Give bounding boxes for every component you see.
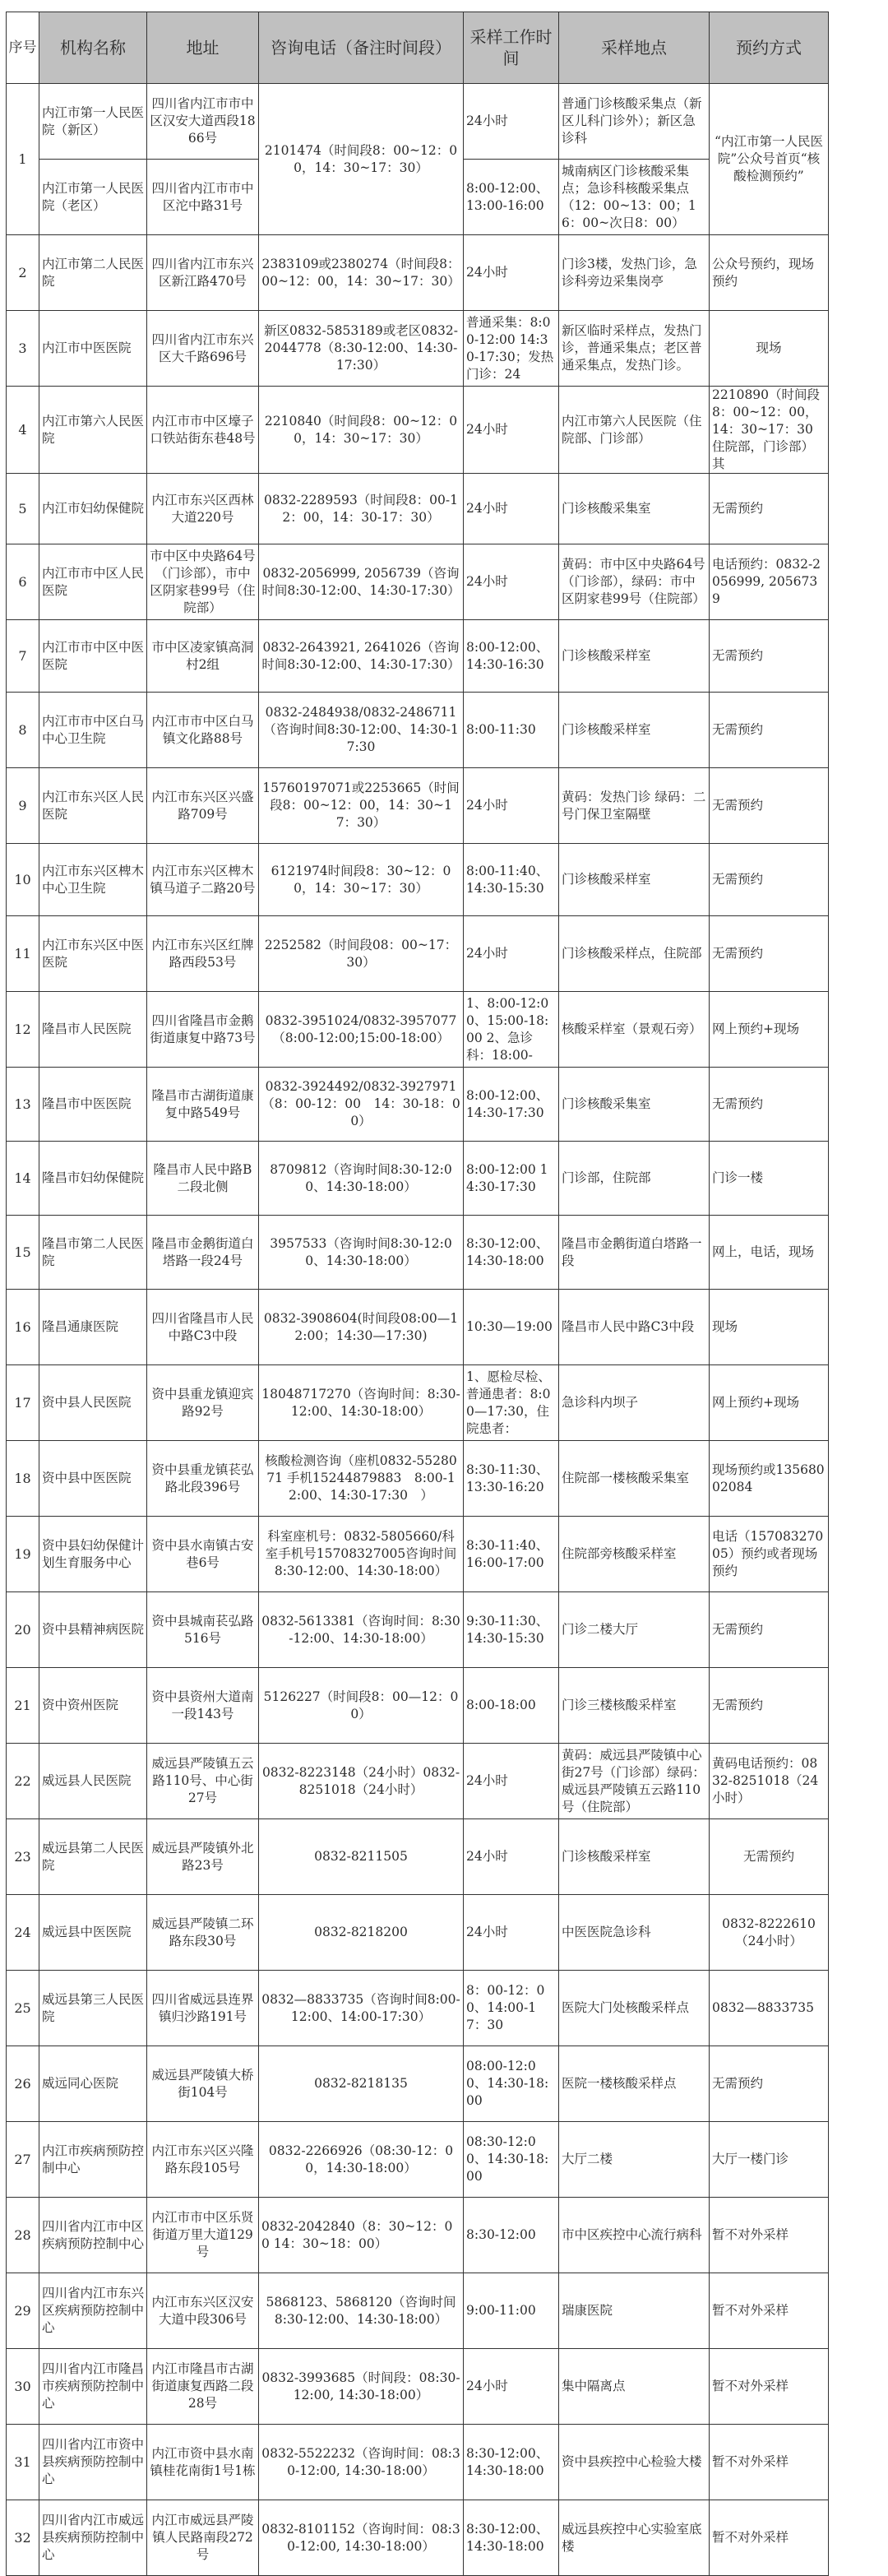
cell-sampling-hours: 24小时 <box>464 1895 559 1971</box>
table-row <box>7 1744 829 1819</box>
cell-sampling-site: 隆昌市人民中路C3中段 <box>559 1290 710 1365</box>
cell-phone: 科室座机号：0832-5805660/科室手机号15708327005咨询时间8:30-12:00、14:30-18:00） <box>259 1517 464 1592</box>
cell-sampling-site: 资中县疾控中心检验大楼 <box>559 2425 710 2500</box>
cell-seq: 2 <box>7 235 39 311</box>
cell-booking-method: 2210890（时间段8：00~12：00，14：30~17：30住院部，门诊部）其 <box>710 387 829 474</box>
cell-seq: 27 <box>7 2122 39 2198</box>
cell-phone: 0832-2042840（8：30~12：00 14：30~18：00） <box>259 2198 464 2273</box>
cell-sampling-hours: 24小时 <box>464 235 559 311</box>
cell-sampling-hours: 1、8:00-12:00、15:00-18:00 2、急诊科：18:00- <box>464 992 559 1068</box>
cell-institution-name: 内江市东兴区人民医院 <box>39 768 147 844</box>
header-sampling-site: 采样地点 <box>559 12 710 84</box>
cell-phone: 15760197071或2253665（时间段8：00~12：00，14：30~17：30） <box>259 768 464 844</box>
cell-institution-name: 资中县妇幼保健计划生育服务中心 <box>39 1517 147 1592</box>
cell-sampling-site: 门诊核酸采集室 <box>559 1068 710 1142</box>
table-row <box>7 1142 829 1216</box>
cell-institution-name: 隆昌市人民医院 <box>39 992 147 1068</box>
cell-booking-method: 网上，电话，现场 <box>710 1216 829 1290</box>
cell-booking-method: 无需预约 <box>710 1668 829 1744</box>
cell-institution-name: 资中县精神病医院 <box>39 1592 147 1668</box>
cell-seq: 12 <box>7 992 39 1068</box>
table-row <box>7 1592 829 1668</box>
cell-phone: 0832-8223148（24小时）0832-8251018（24小时） <box>259 1744 464 1819</box>
cell-sampling-site: 医院大门处核酸采样点 <box>559 1971 710 2046</box>
cell-sampling-site: 门诊二楼大厅 <box>559 1592 710 1668</box>
cell-institution-name: 威远同心医院 <box>39 2046 147 2122</box>
cell-phone: 0832-8101152（咨询时间：08:30-12:00, 14:30-18:00） <box>259 2500 464 2576</box>
cell-address: 内江市东兴区西林大道220号 <box>147 474 259 544</box>
cell-address: 威远县严陵镇大桥街104号 <box>147 2046 259 2122</box>
cell-institution-name: 资中资州医院 <box>39 1668 147 1744</box>
cell-sampling-site: 新区临时采样点，发热门诊，普通采集点；老区普通采集点，发热门诊。 <box>559 311 710 387</box>
table-row <box>7 2198 829 2273</box>
cell-seq: 20 <box>7 1592 39 1668</box>
header-institution-name: 机构名称 <box>39 12 147 84</box>
cell-address: 内江市市中区壕子口铁站街东巷48号 <box>147 387 259 474</box>
table-row <box>7 1517 829 1592</box>
sampling-sites-table <box>6 12 829 2576</box>
cell-phone: 0832-2484938/0832-2486711（咨询时间8:30-12:00、14:30-17:30 <box>259 693 464 768</box>
cell-sampling-hours: 8:00-12:00、14:30-16:30 <box>464 620 559 693</box>
cell-booking-method: 无需预约 <box>710 474 829 544</box>
cell-sampling-hours: 8:30-12:00、14:30-18:00 <box>464 1216 559 1290</box>
cell-sampling-site: 门诊部，住院部 <box>559 1142 710 1216</box>
cell-booking-method: 暂不对外采样 <box>710 2349 829 2425</box>
cell-seq: 17 <box>7 1365 39 1441</box>
cell-sampling-hours: 24小时 <box>464 1744 559 1819</box>
cell-sampling-hours: 24小时 <box>464 916 559 992</box>
header-seq: 序号 <box>7 12 39 84</box>
cell-booking-method: 暂不对外采样 <box>710 2273 829 2349</box>
cell-booking-method: 无需预约 <box>710 1819 829 1895</box>
cell-booking-method: 电话预约：0832-2056999, 2056739 <box>710 544 829 620</box>
cell-seq: 19 <box>7 1517 39 1592</box>
cell-seq: 4 <box>7 387 39 474</box>
cell-seq: 31 <box>7 2425 39 2500</box>
cell-institution-name: 内江市东兴区椑木中心卫生院 <box>39 844 147 916</box>
cell-sampling-hours: 8:00-18:00 <box>464 1668 559 1744</box>
cell-seq: 8 <box>7 693 39 768</box>
cell-address: 内江市东兴区红牌路西段53号 <box>147 916 259 992</box>
cell-seq: 18 <box>7 1441 39 1517</box>
cell-address: 四川省内江市市中区沱中路31号 <box>147 160 259 235</box>
cell-sampling-site: 门诊核酸采样室 <box>559 1819 710 1895</box>
cell-phone: 2383109或2380274（时间段8：00~12：00，14：30~17：30） <box>259 235 464 311</box>
cell-sampling-site: 黄码：发热门诊 绿码：二号门保卫室隔壁 <box>559 768 710 844</box>
table-row <box>7 844 829 916</box>
cell-address: 市中区中央路64号（门诊部），市中区阴家巷99号（住院部） <box>147 544 259 620</box>
table-body <box>7 84 829 2576</box>
cell-sampling-site: 门诊核酸采样室 <box>559 693 710 768</box>
cell-institution-name: 内江市中医医院 <box>39 311 147 387</box>
cell-address: 隆昌市古湖街道康复中路549号 <box>147 1068 259 1142</box>
cell-seq: 13 <box>7 1068 39 1142</box>
cell-booking-method: 现场 <box>710 311 829 387</box>
table-row <box>7 992 829 1068</box>
cell-sampling-site: 门诊核酸采样点，住院部 <box>559 916 710 992</box>
table-row <box>7 2273 829 2349</box>
cell-phone: 0832-3951024/0832-3957077（8:00-12:00;15:00-18:00） <box>259 992 464 1068</box>
table-row <box>7 1365 829 1441</box>
cell-institution-name: 内江市东兴区中医医院 <box>39 916 147 992</box>
empty-spreadsheet-column <box>828 12 885 2467</box>
cell-seq: 29 <box>7 2273 39 2349</box>
cell-sampling-hours: 24小时 <box>464 2349 559 2425</box>
table-row <box>7 474 829 544</box>
cell-address: 资中县水南镇古安巷6号 <box>147 1517 259 1592</box>
cell-phone: 0832-3908604(时间段08:00—12:00；14:30—17:30) <box>259 1290 464 1365</box>
cell-address: 资中县城南苌弘路516号 <box>147 1592 259 1668</box>
cell-institution-name: 内江市第一人民医院（老区） <box>39 160 147 235</box>
cell-address: 内江市东兴区兴隆路东段105号 <box>147 2122 259 2198</box>
cell-booking-method: 电话（15708327005）预约或者现场预约 <box>710 1517 829 1592</box>
cell-institution-name: 资中县中医医院 <box>39 1441 147 1517</box>
cell-phone: 核酸检测咨询（座机0832-5528071 手机15244879883 8:00-12:00、14:30-17:30 ） <box>259 1441 464 1517</box>
cell-seq: 5 <box>7 474 39 544</box>
cell-booking-method: 大厅一楼门诊 <box>710 2122 829 2198</box>
cell-institution-name: 威远县第三人民医院 <box>39 1971 147 2046</box>
cell-phone: 2252582（时间段08：00~17：30） <box>259 916 464 992</box>
cell-seq: 24 <box>7 1895 39 1971</box>
cell-sampling-site: 门诊核酸采样室 <box>559 844 710 916</box>
cell-sampling-site: 门诊三楼核酸采样室 <box>559 1668 710 1744</box>
cell-sampling-site: 城南病区门诊核酸采集点；急诊科核酸采集点（12：00~13：00；16：00~次日8：00） <box>559 160 710 235</box>
cell-booking-method: 无需预约 <box>710 768 829 844</box>
table-row <box>7 693 829 768</box>
cell-sampling-hours: 9:00-11:00 <box>464 2273 559 2349</box>
cell-phone: 5868123、5868120（咨询时间8:30-12:00、14:30-18:00） <box>259 2273 464 2349</box>
cell-sampling-site: 黄码：威远县严陵镇中心街27号（门诊部）绿码：威远县严陵镇五云路110号（住院部） <box>559 1744 710 1819</box>
cell-booking-method: 暂不对外采样 <box>710 2198 829 2273</box>
cell-sampling-site: 普通门诊核酸采集点（新区儿科门诊外）；新区急诊科 <box>559 84 710 160</box>
cell-seq: 25 <box>7 1971 39 2046</box>
header-phone: 咨询电话（备注时间段） <box>259 12 464 84</box>
cell-seq: 16 <box>7 1290 39 1365</box>
cell-sampling-site: 急诊科内坝子 <box>559 1365 710 1441</box>
cell-sampling-hours: 8:30-12:00、14:30-18:00 <box>464 2500 559 2576</box>
cell-booking-method: 0832—8833735 <box>710 1971 829 2046</box>
cell-institution-name: 四川省内江市资中县疾病预防控制中心 <box>39 2425 147 2500</box>
cell-address: 四川省隆昌市人民中路C3中段 <box>147 1290 259 1365</box>
table-row <box>7 1068 829 1142</box>
cell-phone: 2210840（时间段8：00~12：00，14：30~17：30） <box>259 387 464 474</box>
cell-sampling-hours: 8：00-12：00、14:00-17：30 <box>464 1971 559 2046</box>
cell-sampling-site: 医院一楼核酸采样点 <box>559 2046 710 2122</box>
cell-address: 四川省内江市市中区汉安大道西段1866号 <box>147 84 259 160</box>
table-row <box>7 2425 829 2500</box>
cell-institution-name: 内江市妇幼保健院 <box>39 474 147 544</box>
cell-address: 内江市资中县水南镇桂花南街1号1栋 <box>147 2425 259 2500</box>
cell-address: 四川省威远县连界镇归沙路191号 <box>147 1971 259 2046</box>
cell-institution-name: 内江市第一人民医院（新区） <box>39 84 147 160</box>
cell-institution-name: 隆昌市中医医院 <box>39 1068 147 1142</box>
table-row <box>7 84 829 160</box>
cell-seq: 3 <box>7 311 39 387</box>
cell-phone: 0832-8218200 <box>259 1895 464 1971</box>
cell-sampling-hours: 8:30-12:00 <box>464 2198 559 2273</box>
cell-phone: 0832-2289593（时间段8：00-12：00，14：30-17：30） <box>259 474 464 544</box>
table-row <box>7 1971 829 2046</box>
cell-institution-name: 四川省内江市隆昌市疾病预防控制中心 <box>39 2349 147 2425</box>
cell-seq: 9 <box>7 768 39 844</box>
cell-sampling-hours: 8:30-12:00、14:30-18:00 <box>464 2425 559 2500</box>
cell-sampling-hours: 8:30-11:40、16:00-17:00 <box>464 1517 559 1592</box>
cell-seq: 1 <box>7 84 39 235</box>
cell-seq: 26 <box>7 2046 39 2122</box>
table-row <box>7 2349 829 2425</box>
cell-seq: 22 <box>7 1744 39 1819</box>
cell-institution-name: 威远县人民医院 <box>39 1744 147 1819</box>
cell-seq: 15 <box>7 1216 39 1290</box>
cell-phone: 0832-3924492/0832-3927971（8：00-12：00 14：30-18：00） <box>259 1068 464 1142</box>
cell-sampling-site: 黄码：市中区中央路64号（门诊部），绿码：市中区阴家巷99号（住院部） <box>559 544 710 620</box>
nucleic-acid-testing-sites-table-container <box>6 12 828 2576</box>
cell-institution-name: 内江市市中区白马中心卫生院 <box>39 693 147 768</box>
cell-sampling-hours: 8:00-12:00、14:30-17:30 <box>464 1068 559 1142</box>
cell-address: 威远县严陵镇外北路23号 <box>147 1819 259 1895</box>
cell-booking-method: 无需预约 <box>710 2046 829 2122</box>
cell-sampling-site: 核酸采样室（景观石旁） <box>559 992 710 1068</box>
cell-seq: 32 <box>7 2500 39 2576</box>
cell-phone: 3957533（咨询时间8:30-12:00、14:30-18:00） <box>259 1216 464 1290</box>
cell-sampling-hours: 24小时 <box>464 1819 559 1895</box>
cell-sampling-hours: 24小时 <box>464 768 559 844</box>
cell-sampling-hours: 8:00-11:40、14:30-15:30 <box>464 844 559 916</box>
cell-phone: 6121974时间段8：30~12：00，14：30~17：30） <box>259 844 464 916</box>
cell-address: 资中县重龙镇苌弘路北段396号 <box>147 1441 259 1517</box>
cell-address: 威远县严陵镇五云路110号、中心街27号 <box>147 1744 259 1819</box>
cell-institution-name: 隆昌市妇幼保健院 <box>39 1142 147 1216</box>
cell-phone: 0832-8211505 <box>259 1819 464 1895</box>
cell-institution-name: 内江市市中区人民医院 <box>39 544 147 620</box>
cell-seq: 6 <box>7 544 39 620</box>
cell-sampling-hours: 24小时 <box>464 474 559 544</box>
cell-phone: 2101474（时间段8：00~12：00，14：30~17：30） <box>259 84 464 235</box>
cell-sampling-hours: 9:30-11:30、14:30-15:30 <box>464 1592 559 1668</box>
cell-address: 资中县重龙镇迎宾路92号 <box>147 1365 259 1441</box>
table-row <box>7 1895 829 1971</box>
cell-sampling-hours: 24小时 <box>464 84 559 160</box>
table-row <box>7 1819 829 1895</box>
cell-sampling-site: 门诊核酸采集室 <box>559 474 710 544</box>
header-address: 地址 <box>147 12 259 84</box>
cell-sampling-hours: 24小时 <box>464 544 559 620</box>
cell-sampling-site: 大厅二楼 <box>559 2122 710 2198</box>
cell-address: 内江市市中区白马镇文化路88号 <box>147 693 259 768</box>
cell-institution-name: 四川省内江市东兴区疾病预防控制中心 <box>39 2273 147 2349</box>
cell-address: 四川省内江市东兴区大千路696号 <box>147 311 259 387</box>
cell-sampling-site: 瑞康医院 <box>559 2273 710 2349</box>
table-row <box>7 2500 829 2576</box>
cell-booking-method: 无需预约 <box>710 693 829 768</box>
cell-institution-name: 威远县中医医院 <box>39 1895 147 1971</box>
table-row <box>7 620 829 693</box>
cell-booking-method: 无需预约 <box>710 1592 829 1668</box>
cell-sampling-hours: 1、愿检尽检、普通患者：8:00—17:30，住院患者： <box>464 1365 559 1441</box>
header-sampling-hours: 采样工作时间 <box>464 12 559 84</box>
cell-seq: 30 <box>7 2349 39 2425</box>
table-row <box>7 1290 829 1365</box>
cell-sampling-hours: 10:30—19:00 <box>464 1290 559 1365</box>
cell-institution-name: 威远县第二人民医院 <box>39 1819 147 1895</box>
table-row <box>7 1668 829 1744</box>
cell-seq: 23 <box>7 1819 39 1895</box>
cell-booking-method: 门诊一楼 <box>710 1142 829 1216</box>
cell-address: 内江市隆昌市古湖街道康复西路二段28号 <box>147 2349 259 2425</box>
cell-booking-method: 暂不对外采样 <box>710 2425 829 2500</box>
cell-booking-method: 现场 <box>710 1290 829 1365</box>
cell-booking-method: 现场预约或13568002084 <box>710 1441 829 1517</box>
cell-address: 内江市东兴区兴盛路709号 <box>147 768 259 844</box>
cell-institution-name: 四川省内江市中区疾病预防控制中心 <box>39 2198 147 2273</box>
cell-phone: 0832-5522232（咨询时间：08:30-12:00, 14:30-18:00） <box>259 2425 464 2500</box>
cell-booking-method: 无需预约 <box>710 844 829 916</box>
cell-address: 内江市东兴区汉安大道中段306号 <box>147 2273 259 2349</box>
cell-address: 隆昌市金鹅街道白塔路一段24号 <box>147 1216 259 1290</box>
cell-institution-name: 资中县人民医院 <box>39 1365 147 1441</box>
cell-booking-method: 公众号预约，现场预约 <box>710 235 829 311</box>
table-row <box>7 2122 829 2198</box>
cell-sampling-hours: 8:00-12:00 14:30-17:30 <box>464 1142 559 1216</box>
cell-booking-method: 无需预约 <box>710 916 829 992</box>
cell-phone: 0832—8833735（咨询时间8:00-12:00、14:00-17:30） <box>259 1971 464 2046</box>
cell-sampling-site: 门诊核酸采样室 <box>559 620 710 693</box>
cell-sampling-site: 威远县疾控中心实验室底楼 <box>559 2500 710 2576</box>
header-booking-method: 预约方式 <box>710 12 829 84</box>
table-row <box>7 544 829 620</box>
cell-address: 市中区凌家镇高洞村2组 <box>147 620 259 693</box>
cell-address: 威远县严陵镇二环路东段30号 <box>147 1895 259 1971</box>
cell-booking-method: “内江市第一人民医院”公众号首页“核酸检测预约” <box>710 84 829 235</box>
cell-phone: 0832-2266926（08:30-12：00，14:30-18:00） <box>259 2122 464 2198</box>
cell-booking-method: 无需预约 <box>710 620 829 693</box>
cell-phone: 8709812（咨询时间8:30-12:00、14:30-18:00） <box>259 1142 464 1216</box>
table-row <box>7 768 829 844</box>
cell-seq: 7 <box>7 620 39 693</box>
cell-address: 内江市市中区乐贤街道万里大道129号 <box>147 2198 259 2273</box>
cell-booking-method: 网上预约+现场 <box>710 1365 829 1441</box>
cell-institution-name: 隆昌通康医院 <box>39 1290 147 1365</box>
cell-sampling-hours: 普通采集：8:00-12:00 14:30-17:30；发热门诊：24 <box>464 311 559 387</box>
cell-institution-name: 四川省内江市威远县疾病预防控制中心 <box>39 2500 147 2576</box>
cell-institution-name: 内江市第六人民医院 <box>39 387 147 474</box>
cell-sampling-site: 住院部一楼核酸采集室 <box>559 1441 710 1517</box>
cell-sampling-site: 市中区疾控中心流行病科 <box>559 2198 710 2273</box>
cell-phone: 0832-3993685（时间段：08:30-12:00, 14:30-18:00） <box>259 2349 464 2425</box>
cell-seq: 10 <box>7 844 39 916</box>
cell-phone: 5126227（时间段8：00—12：00） <box>259 1668 464 1744</box>
table-row <box>7 1441 829 1517</box>
cell-sampling-hours: 8:00-11:30 <box>464 693 559 768</box>
cell-phone: 0832-8218135 <box>259 2046 464 2122</box>
cell-address: 四川省隆昌市金鹅街道康复中路73号 <box>147 992 259 1068</box>
cell-seq: 28 <box>7 2198 39 2273</box>
cell-phone: 0832-5613381（咨询时间：8:30-12:00、14:30-18:00） <box>259 1592 464 1668</box>
table-header-row <box>7 12 829 84</box>
cell-sampling-site: 隆昌市金鹅街道白塔路一段 <box>559 1216 710 1290</box>
cell-phone: 0832-2643921, 2641026（咨询时间8:30-12:00、14:30-17:30） <box>259 620 464 693</box>
table-row <box>7 387 829 474</box>
cell-phone: 新区0832-5853189或老区0832-2044778（8:30-12:00、14:30-17:30） <box>259 311 464 387</box>
cell-seq: 14 <box>7 1142 39 1216</box>
cell-sampling-hours: 08:30-12:00、14:30-18:00 <box>464 2122 559 2198</box>
cell-sampling-hours: 8:30-11:30、13:30-16:20 <box>464 1441 559 1517</box>
cell-booking-method: 无需预约 <box>710 1068 829 1142</box>
cell-institution-name: 内江市第二人民医院 <box>39 235 147 311</box>
cell-address: 隆昌市人民中路B二段北侧 <box>147 1142 259 1216</box>
table-row <box>7 1216 829 1290</box>
cell-booking-method: 网上预约+现场 <box>710 992 829 1068</box>
cell-sampling-site: 中医医院急诊科 <box>559 1895 710 1971</box>
cell-sampling-hours: 08:00-12:00、14:30-18:00 <box>464 2046 559 2122</box>
table-row <box>7 916 829 992</box>
cell-address: 内江市东兴区椑木镇马道子二路20号 <box>147 844 259 916</box>
cell-address: 四川省内江市东兴区新江路470号 <box>147 235 259 311</box>
cell-address: 内江市威远县严陵镇人民路南段272号 <box>147 2500 259 2576</box>
table-row <box>7 311 829 387</box>
cell-booking-method: 黄码电话预约：0832-8251018（24小时） <box>710 1744 829 1819</box>
cell-phone: 0832-2056999, 2056739（咨询时间8:30-12:00、14:30-17:30） <box>259 544 464 620</box>
cell-sampling-hours: 8:00-12:00、13:00-16:00 <box>464 160 559 235</box>
cell-sampling-site: 住院部旁核酸采样室 <box>559 1517 710 1592</box>
cell-sampling-site: 内江市第六人民医院（住院部、门诊部） <box>559 387 710 474</box>
cell-seq: 11 <box>7 916 39 992</box>
cell-sampling-hours: 24小时 <box>464 387 559 474</box>
table-row <box>7 235 829 311</box>
cell-institution-name: 隆昌市第二人民医院 <box>39 1216 147 1290</box>
cell-sampling-site: 集中隔离点 <box>559 2349 710 2425</box>
cell-seq: 21 <box>7 1668 39 1744</box>
cell-institution-name: 内江市疾病预防控制中心 <box>39 2122 147 2198</box>
cell-address: 资中县资州大道南一段143号 <box>147 1668 259 1744</box>
cell-sampling-site: 门诊3楼，发热门诊，急诊科旁边采集岗亭 <box>559 235 710 311</box>
table-row <box>7 2046 829 2122</box>
cell-phone: 18048717270（咨询时间：8:30-12:00、14:30-18:00） <box>259 1365 464 1441</box>
cell-booking-method: 暂不对外采样 <box>710 2500 829 2576</box>
cell-booking-method: 0832-8222610（24小时） <box>710 1895 829 1971</box>
cell-institution-name: 内江市市中区中医医院 <box>39 620 147 693</box>
